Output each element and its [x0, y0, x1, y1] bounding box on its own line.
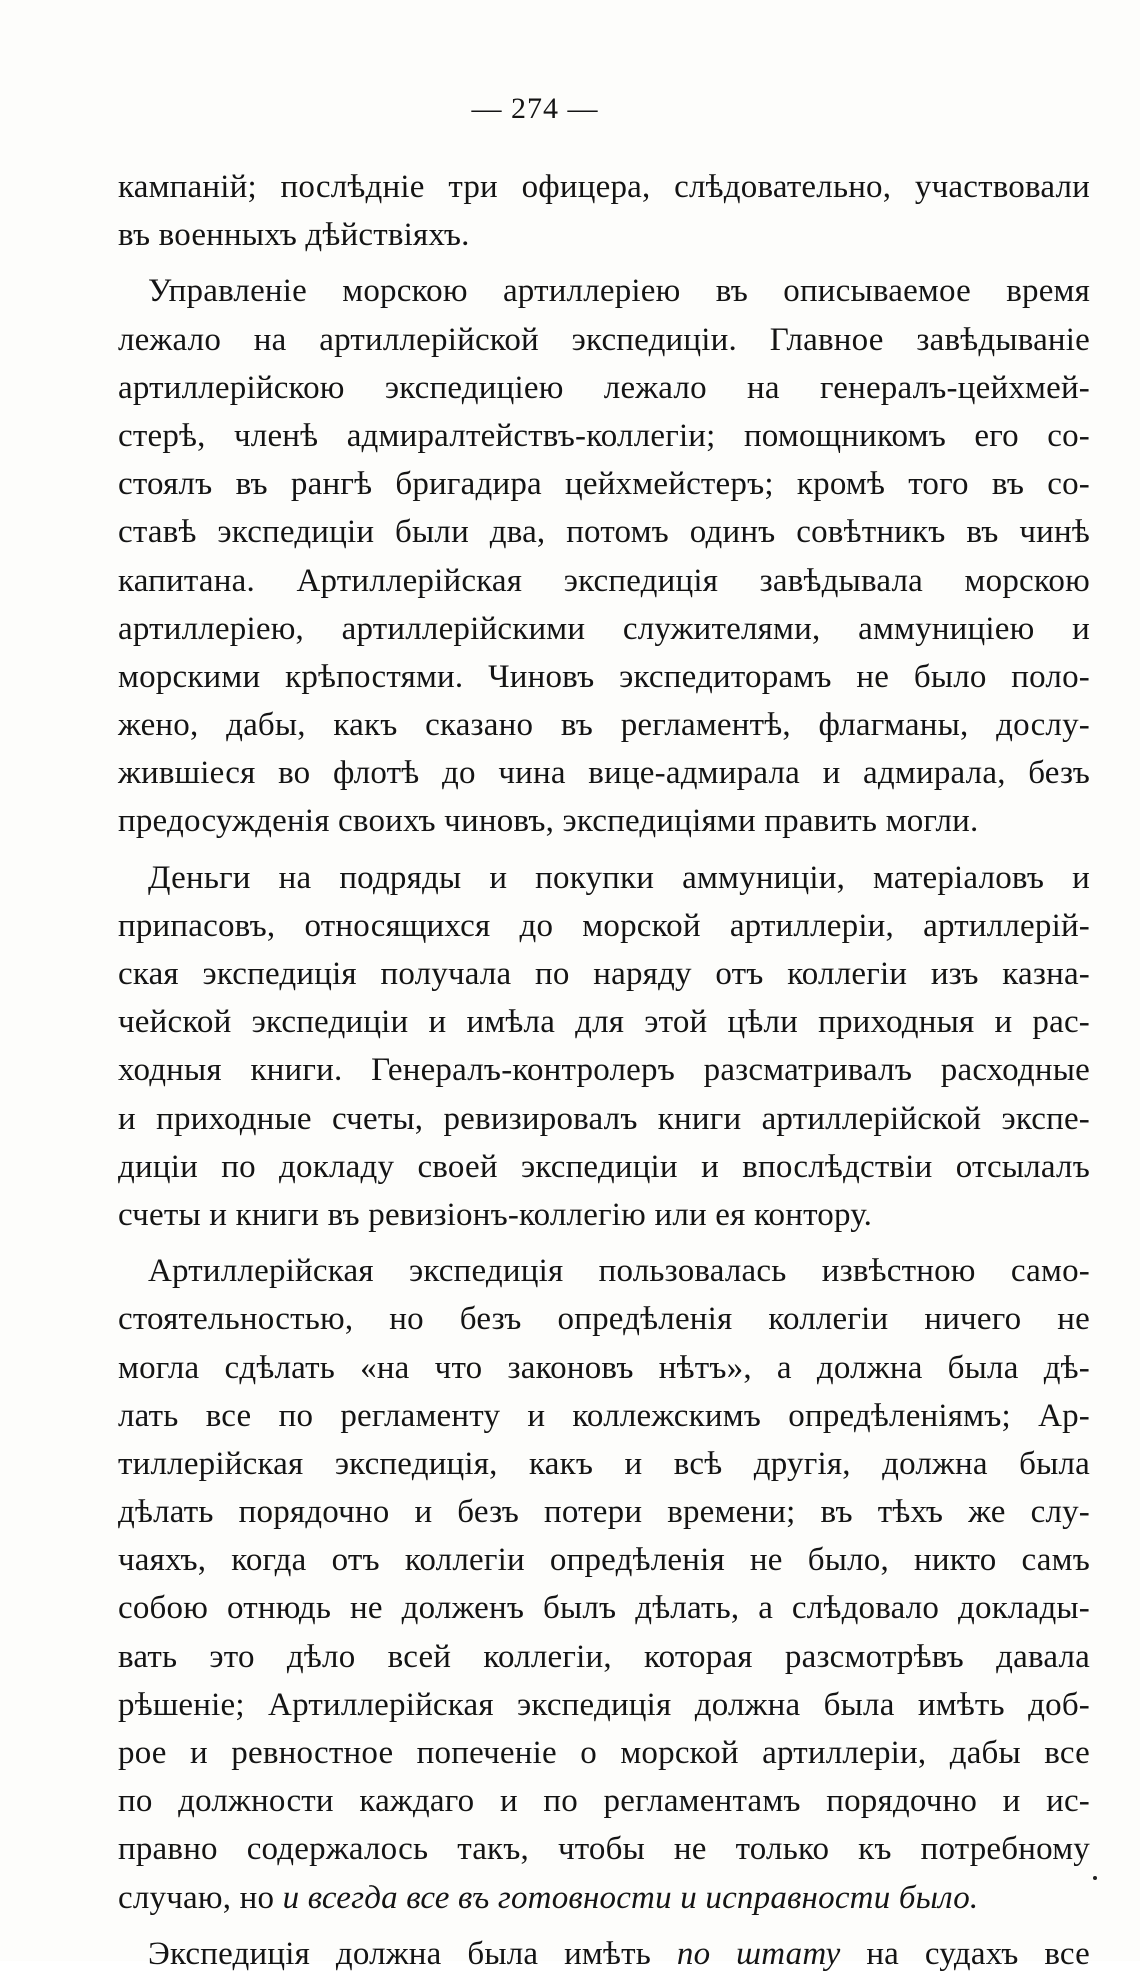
text-run: капитана. Артиллерійская экспедиція завѣдывала морскою: [118, 562, 1090, 599]
text-run: могла сдѣлать «на что законовъ нѣтъ», а должна была дѣ-: [118, 1349, 1090, 1386]
text-run: на судахъ все: [840, 1935, 1091, 1972]
text-run: Деньги на подряды и покупки аммуниціи, матеріаловъ и: [148, 859, 1090, 896]
text-run: артиллеріею, артиллерійскими служителями, аммуниціею и: [118, 610, 1090, 647]
text-line: [118, 1536, 1090, 1584]
text-line: [118, 653, 1090, 701]
text-run: Артиллерійская экспедиція пользовалась извѣстною само-: [148, 1253, 1090, 1290]
text-run: артиллерійскою экспедиціею лежало на генералъ-цейхмей-: [118, 369, 1090, 406]
text-run: правно содержалось такъ, чтобы не только къ потребному: [118, 1831, 1090, 1868]
text-line: [118, 460, 1090, 508]
text-line: [118, 412, 1090, 460]
text-run: въ военныхъ дѣйствіяхъ.: [118, 217, 470, 254]
text-line: [118, 605, 1090, 653]
text-run: лать все по регламенту и коллежскимъ опредѣленіямъ; Ар-: [118, 1397, 1090, 1434]
text-line: [118, 1191, 1090, 1239]
text-line: [118, 1874, 1090, 1922]
text-line: [118, 902, 1090, 950]
text-run: стерѣ, членѣ адмиралтействъ-коллегіи; помощникомъ его со-: [118, 417, 1090, 454]
text-run: рое и ревностное попеченіе о морской артиллеріи, дабы все: [118, 1735, 1090, 1771]
text-run: чаяхъ, когда отъ коллегіи опредѣленія не было, никто самъ: [118, 1542, 1090, 1579]
text-run: Экспедиція должна была имѣть: [148, 1935, 677, 1972]
text-run: жившіеся во флотѣ до чина вице-адмирала и адмирала, безъ: [118, 755, 1090, 792]
text-line: [118, 211, 1090, 259]
italic-text: и всегда все въ готовности и исправности было.: [282, 1879, 979, 1916]
text-line: [118, 1046, 1090, 1094]
text-run: рѣшеніе; Артиллерійская экспедиція должна была имѣть доб-: [118, 1686, 1090, 1723]
text-line: [118, 1295, 1090, 1343]
italic-text: по штату: [676, 1935, 841, 1972]
text-line: [118, 854, 1090, 902]
text-line: [118, 950, 1090, 998]
text-run: вать это дѣло всей коллегіи, которая разсмотрѣвъ давала: [118, 1638, 1090, 1675]
text-run: стоятельностью, но безъ опредѣленія коллегіи ничего не: [118, 1301, 1090, 1338]
text-line: [118, 1930, 1090, 1978]
text-line: [118, 1488, 1090, 1536]
text-run: лежало на артиллерійской экспедиціи. Главное завѣдываніе: [118, 321, 1090, 358]
text-run: дѣлать порядочно и безъ потери времени; въ тѣхъ же слу-: [118, 1494, 1090, 1531]
text-line: [118, 1392, 1090, 1440]
text-run: морскими крѣпостями. Чиновъ экспедиторамъ не было поло-: [118, 658, 1090, 695]
text-line: [118, 1247, 1090, 1295]
text-line: [118, 508, 1090, 556]
text-line: [118, 1143, 1090, 1191]
page-number: — 274 —: [471, 92, 599, 125]
text-line: [118, 267, 1090, 315]
text-run: собою отнюдь не долженъ былъ дѣлать, а слѣдовало доклады-: [118, 1590, 1090, 1627]
text-run: диціи по докладу своей экспедиціи и впослѣдствіи отсылалъ: [118, 1148, 1090, 1185]
text-line: [118, 1777, 1090, 1825]
text-run: тиллерійская экспедиція, какъ и всѣ другія, должна была: [118, 1445, 1090, 1482]
text-run: по должности каждаго и по регламентамъ порядочно и ис-: [118, 1783, 1090, 1820]
text-run: случаю, но: [118, 1879, 283, 1916]
text-line: [118, 557, 1090, 605]
text-run: Управленіе морскою артиллеріею въ описываемое время: [148, 273, 1090, 310]
body-text: [118, 163, 1090, 1978]
text-line: [118, 701, 1090, 749]
text-run: стоялъ въ рангѣ бригадира цейхмейстеръ; кромѣ того въ со-: [118, 466, 1090, 503]
text-run: ская экспедиція получала по наряду отъ коллегіи изъ казна-: [118, 956, 1090, 992]
text-line: [118, 749, 1090, 797]
text-run: ходныя книги. Генералъ-контролеръ разсматривалъ расходные: [118, 1052, 1090, 1089]
text-line: [118, 1729, 1090, 1777]
text-line: [118, 1344, 1090, 1392]
text-line: [118, 797, 1090, 845]
text-line: [118, 998, 1090, 1046]
text-run: припасовъ, относящихся до морской артиллеріи, артиллерій-: [118, 907, 1090, 944]
text-line: [118, 316, 1090, 364]
text-line: [118, 364, 1090, 412]
text-run: предосужденія своихъ чиновъ, экспедиціями править могли.: [118, 803, 979, 840]
text-line: [118, 1681, 1090, 1729]
text-run: чейской экспедиціи и имѣла для этой цѣли приходныя и рас-: [118, 1004, 1090, 1041]
text-line: [118, 1440, 1090, 1488]
text-run: ставѣ экспедиціи были два, потомъ одинъ совѣтникъ въ чинѣ: [118, 514, 1090, 551]
print-speck: [1093, 1876, 1097, 1880]
text-line: [118, 1633, 1090, 1681]
text-line: [118, 1095, 1090, 1143]
text-line: [118, 1825, 1090, 1873]
text-run: счеты и книги въ ревизіонъ-коллегію или ея контору.: [118, 1196, 873, 1233]
text-run: кампаній; послѣдніе три офицера, слѣдовательно, участвовали: [118, 169, 1090, 205]
text-line: [118, 163, 1090, 211]
text-run: и приходные счеты, ревизировалъ книги артиллерійской экспе-: [118, 1100, 1090, 1137]
text-run: жено, дабы, какъ сказано въ регламентѣ, флагманы, дослу-: [118, 707, 1090, 744]
text-line: [118, 1584, 1090, 1632]
